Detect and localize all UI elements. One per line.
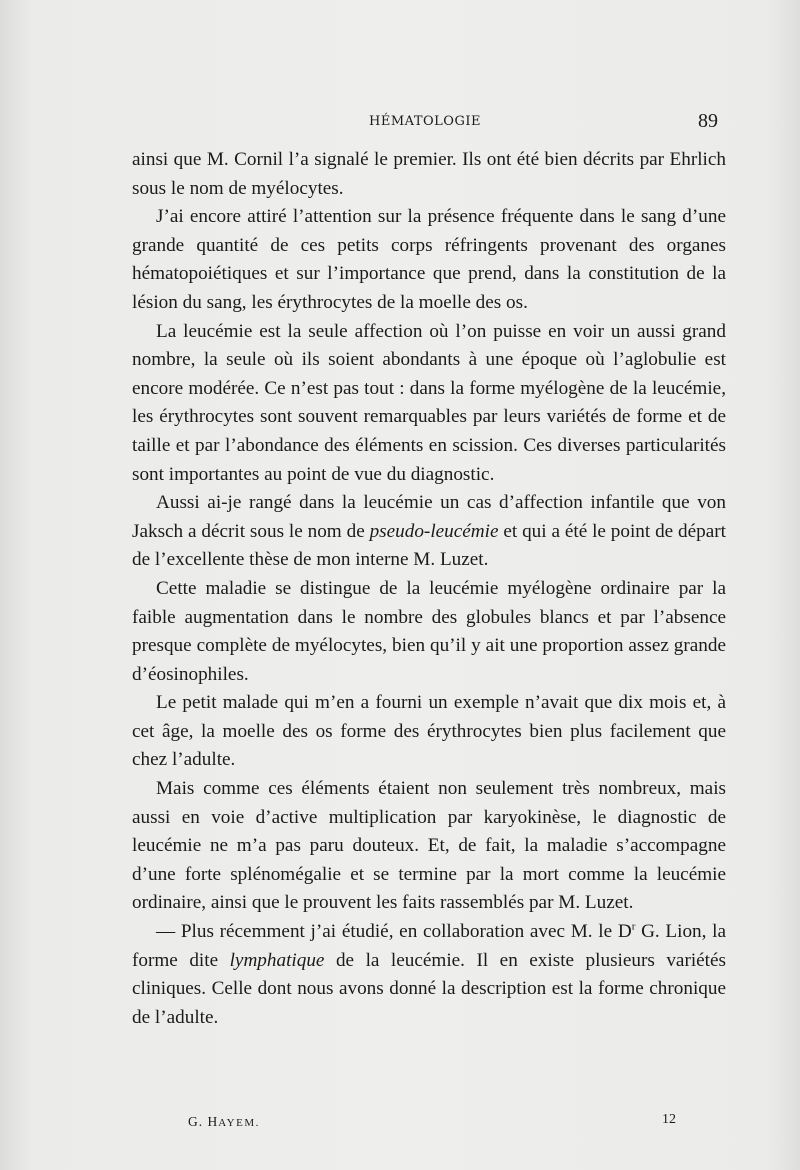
- main-text: [132, 146, 726, 1032]
- paragraph-2: J’ai encore attiré l’attention sur la présence fréquente dans le sang d’une grande quantité de ces petits corps réfringents provenant des organes hématopoiétiques et sur l’importance que prend, dans la constitution de la lésion du sang, les érythrocytes de la moelle des os.: [132, 206, 726, 313]
- pseudo-leucemie-term: pseudo-leucémie: [369, 520, 499, 542]
- paragraph-8: [132, 918, 726, 1032]
- page-header: [130, 110, 720, 134]
- page-number: 89: [698, 110, 718, 132]
- paragraph-8-text-a: — Plus récemment j’ai étudié, en collaboration avec M. le D: [156, 921, 632, 943]
- signature-rest: AYEM.: [218, 1117, 260, 1129]
- paragraph-1: ainsi que M. Cornil l’a signalé le premier. Ils ont été bien décrits par Ehrlich sous le nom de myélocytes.: [132, 149, 726, 199]
- author-signature: [188, 1114, 260, 1130]
- paragraph-6: Le petit malade qui m’en a fourni un exemple n’avait que dix mois et, à cet âge, la moelle des os forme des érythrocytes bien plus facilement que chez l’adulte.: [132, 692, 726, 771]
- signature-initial: G. H: [188, 1114, 219, 1129]
- page-footer: [130, 1112, 720, 1134]
- paragraph-7: Mais comme ces éléments étaient non seulement très nombreux, mais aussi en voie d’active multiplication par karyokinèse, le diagnostic de leucémie ne m’a pas paru douteux. Et, de fait, la maladie s’accompagne d’une forte splénomégalie et se termine par la mort comme la leucémie ordinaire, ainsi que le prouvent les faits rassemblés par M. Luzet.: [132, 778, 726, 914]
- lymphatique-term: lymphatique: [229, 949, 325, 971]
- paragraph-4: [132, 489, 726, 575]
- paragraph-4-text-b: et qui a été le point de départ de l’excellente thèse de mon interne M. Luzet.: [132, 520, 726, 571]
- paragraph-8-text-c: de la leucémie. Il en existe plusieurs variétés cliniques. Celle dont nous avons donné la description est la forme chronique de l’adulte.: [132, 949, 726, 1028]
- paragraph-5: Cette maladie se distingue de la leucémie myélogène ordinaire par la faible augmentation dans le nombre des globules blancs et par l’absence presque complète de myélocytes, bien qu’il y ait une proportion assez grande d’éosinophiles.: [132, 577, 726, 685]
- paragraph-4-text-a: Aussi ai-je rangé dans la leucémie un cas d’affection infantile que von Jaksch a décrit sous le nom de: [132, 492, 726, 542]
- running-title: HÉMATOLOGIE: [369, 114, 481, 129]
- sheet-number: 12: [662, 1112, 676, 1127]
- paragraph-8-text-b: G. Lion, la forme dite: [132, 921, 726, 971]
- paragraph-3: La leucémie est la seule affection où l’on puisse en voir un aussi grand nombre, la seule où ils soient abondants à une époque où l’aglobulie est encore modérée. Ce n’est pas tout : dans la forme myélogène de la leucémie, les érythrocytes sont souvent remarquables par leurs variétés de forme et de taille et par l’abondance des éléments en scission. Ces diverses particularités sont importantes au point de vue du diagnostic.: [132, 320, 726, 485]
- doctor-superscript: r: [631, 920, 636, 933]
